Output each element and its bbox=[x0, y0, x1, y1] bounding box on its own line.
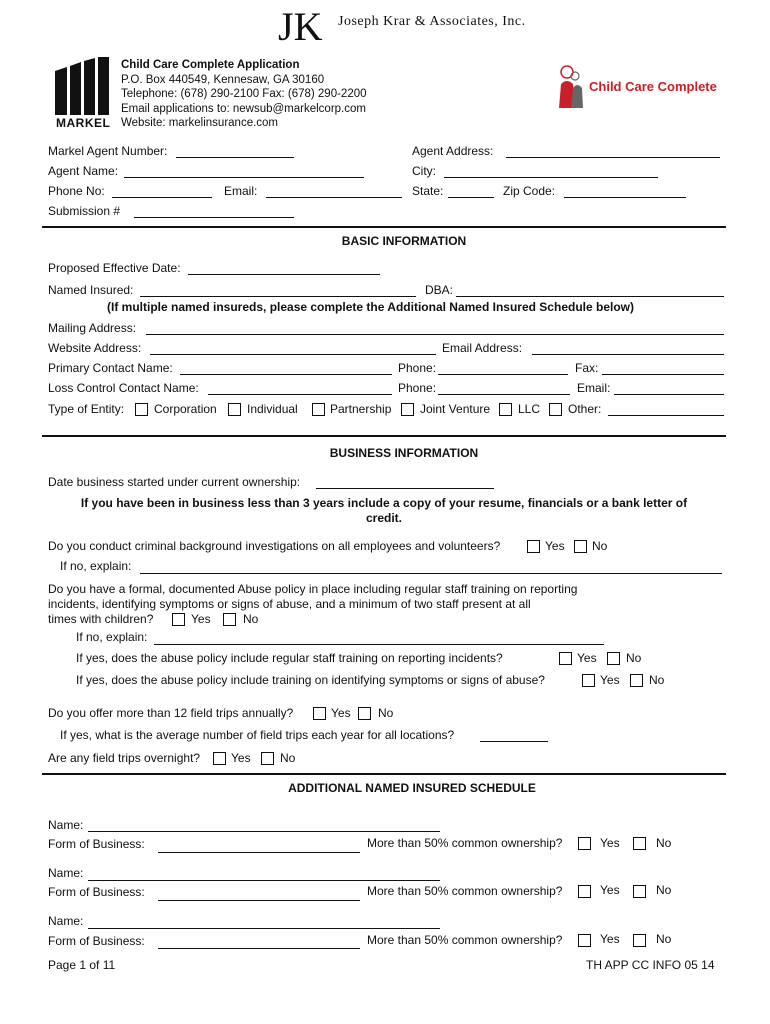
agent-email-label: Email: bbox=[224, 184, 258, 198]
additional-ownership-1-no-label: No bbox=[656, 836, 672, 850]
multiple-insureds-note: (If multiple named insureds, please complete the Additional Named Insured Schedule below) bbox=[107, 300, 634, 314]
training-symptoms-question: If yes, does the abuse policy include training on identifying symptoms or signs of abuse? bbox=[76, 673, 545, 687]
entity-llc-checkbox[interactable] bbox=[499, 403, 512, 416]
firm-name: Joseph Krar & Associates, Inc. bbox=[338, 14, 526, 29]
training-reporting-no-label: No bbox=[626, 651, 642, 665]
abuse-policy-question-line-2: incidents, identifying symptoms or signs of abuse, and a minimum of two staff present at all bbox=[48, 597, 531, 611]
dba-field[interactable] bbox=[456, 296, 724, 297]
loss-control-contact-field[interactable] bbox=[208, 394, 392, 395]
named-insured-label: Named Insured: bbox=[48, 283, 134, 297]
abuse-policy-no-label: No bbox=[243, 612, 259, 626]
form-code: TH APP CC INFO 05 14 bbox=[586, 958, 715, 972]
additional-ownership-2-label: More than 50% common ownership? bbox=[367, 884, 563, 898]
background-check-yes-label: Yes bbox=[545, 539, 565, 553]
effective-date-label: Proposed Effective Date: bbox=[48, 261, 181, 275]
additional-ownership-1-yes-checkbox[interactable] bbox=[578, 837, 591, 850]
training-symptoms-yes-label: Yes bbox=[600, 673, 620, 687]
po-box: P.O. Box 440549, Kennesaw, GA 30160 bbox=[121, 73, 325, 86]
additional-name-2-field[interactable] bbox=[88, 880, 440, 881]
primary-fax-label: Fax: bbox=[575, 361, 599, 375]
background-check-no-label: No bbox=[592, 539, 608, 553]
background-check-no-checkbox[interactable] bbox=[574, 540, 587, 553]
additional-ownership-3-label: More than 50% common ownership? bbox=[367, 933, 563, 947]
overnight-trips-yes-checkbox[interactable] bbox=[213, 752, 226, 765]
website-address-field[interactable] bbox=[150, 354, 436, 355]
training-symptoms-no-checkbox[interactable] bbox=[630, 674, 643, 687]
agent-city-field[interactable] bbox=[444, 177, 658, 178]
agent-number-field[interactable] bbox=[176, 157, 294, 158]
training-reporting-yes-label: Yes bbox=[577, 651, 597, 665]
additional-form-2-field[interactable] bbox=[158, 900, 360, 901]
entity-corporation-checkbox[interactable] bbox=[135, 403, 148, 416]
submission-field[interactable] bbox=[134, 217, 294, 218]
overnight-trips-question: Are any field trips overnight? bbox=[48, 751, 201, 765]
additional-ownership-2-no-checkbox[interactable] bbox=[633, 885, 646, 898]
loss-control-phone-field[interactable] bbox=[438, 394, 570, 395]
section-divider bbox=[42, 435, 726, 437]
section-divider bbox=[42, 226, 726, 228]
jk-logo-letters: JK bbox=[278, 8, 323, 44]
training-symptoms-no-label: No bbox=[649, 673, 665, 687]
date-started-label: Date business started under current ownership: bbox=[48, 475, 301, 489]
additional-name-1-label: Name: bbox=[48, 818, 84, 832]
field-trips-no-label: No bbox=[378, 706, 394, 720]
average-trips-field[interactable] bbox=[480, 741, 548, 742]
jk-logo bbox=[278, 8, 336, 47]
business-note-line-1: If you have been in business less than 3 years include a copy of your resume, financials or a bank letter of bbox=[80, 496, 688, 510]
dba-label: DBA: bbox=[425, 283, 454, 297]
loss-control-email-label: Email: bbox=[577, 381, 611, 395]
markel-wordmark: MARKEL bbox=[56, 116, 111, 130]
named-insured-field[interactable] bbox=[140, 296, 416, 297]
overnight-trips-no-label: No bbox=[280, 751, 296, 765]
application-title: Child Care Complete Application bbox=[121, 59, 300, 71]
entity-partnership-checkbox[interactable] bbox=[312, 403, 325, 416]
abuse-policy-yes-label: Yes bbox=[191, 612, 211, 626]
background-check-yes-checkbox[interactable] bbox=[527, 540, 540, 553]
abuse-explain-label: If no, explain: bbox=[76, 630, 148, 644]
agent-phone-label: Phone No: bbox=[48, 184, 105, 198]
additional-form-3-field[interactable] bbox=[158, 948, 360, 949]
additional-form-2-label: Form of Business: bbox=[48, 885, 145, 899]
loss-control-phone-label: Phone: bbox=[398, 381, 437, 395]
agent-name-field[interactable] bbox=[124, 177, 364, 178]
additional-form-1-field[interactable] bbox=[158, 852, 360, 853]
additional-ownership-1-no-checkbox[interactable] bbox=[633, 837, 646, 850]
mailing-address-label: Mailing Address: bbox=[48, 321, 137, 335]
abuse-policy-question-line-1: Do you have a formal, documented Abuse policy in place including regular staff training on reporting bbox=[48, 582, 578, 596]
additional-ownership-1-label: More than 50% common ownership? bbox=[367, 836, 563, 850]
background-explain-label: If no, explain: bbox=[60, 559, 132, 573]
agent-number-label: Markel Agent Number: bbox=[48, 144, 168, 158]
abuse-explain-field[interactable] bbox=[154, 644, 604, 645]
primary-phone-label: Phone: bbox=[398, 361, 437, 375]
agent-state-field[interactable] bbox=[448, 197, 494, 198]
additional-ownership-2-yes-checkbox[interactable] bbox=[578, 885, 591, 898]
primary-phone-field[interactable] bbox=[438, 374, 568, 375]
entity-joint-venture-label: Joint Venture bbox=[420, 402, 491, 416]
abuse-policy-question-line-3: times with children? bbox=[48, 612, 154, 626]
additional-ownership-3-no-checkbox[interactable] bbox=[633, 934, 646, 947]
email-applications[interactable]: Email applications to: newsub@markelcorp.com bbox=[121, 102, 366, 115]
page-number: Page 1 of 11 bbox=[48, 958, 116, 972]
additional-ownership-1-yes-label: Yes bbox=[600, 836, 620, 850]
abuse-policy-no-checkbox[interactable] bbox=[223, 613, 236, 626]
child-care-complete-logo-icon bbox=[555, 64, 589, 113]
basic-information-title: BASIC INFORMATION bbox=[341, 234, 467, 248]
field-trips-yes-label: Yes bbox=[331, 706, 351, 720]
agent-phone-field[interactable] bbox=[112, 197, 212, 198]
entity-corporation-label: Corporation bbox=[154, 402, 217, 416]
primary-contact-field[interactable] bbox=[180, 374, 392, 375]
training-reporting-no-checkbox[interactable] bbox=[607, 652, 620, 665]
training-reporting-question: If yes, does the abuse policy include regular staff training on reporting incidents? bbox=[76, 651, 503, 665]
agent-name-label: Agent Name: bbox=[48, 164, 119, 178]
primary-fax-field[interactable] bbox=[602, 374, 724, 375]
markel-logo-icon bbox=[55, 57, 111, 118]
training-reporting-yes-checkbox[interactable] bbox=[559, 652, 572, 665]
field-trips-yes-checkbox[interactable] bbox=[313, 707, 326, 720]
additional-name-1-field[interactable] bbox=[88, 831, 440, 832]
additional-name-3-label: Name: bbox=[48, 914, 84, 928]
entity-llc-label: LLC bbox=[518, 402, 541, 416]
additional-ownership-3-no-label: No bbox=[656, 932, 672, 946]
submission-label: Submission # bbox=[48, 204, 121, 218]
additional-ownership-2-no-label: No bbox=[656, 883, 672, 897]
mailing-address-field[interactable] bbox=[146, 334, 724, 335]
additional-name-3-field[interactable] bbox=[88, 928, 440, 929]
entity-individual-label: Individual bbox=[247, 402, 298, 416]
email-address-field[interactable] bbox=[532, 354, 724, 355]
background-check-question: Do you conduct criminal background investigations on all employees and volunteers? bbox=[48, 539, 501, 553]
email-address-label: Email Address: bbox=[442, 341, 523, 355]
average-trips-question: If yes, what is the average number of field trips each year for all locations? bbox=[60, 728, 455, 742]
training-symptoms-yes-checkbox[interactable] bbox=[582, 674, 595, 687]
entity-other-checkbox[interactable] bbox=[549, 403, 562, 416]
field-trips-no-checkbox[interactable] bbox=[358, 707, 371, 720]
application-contact-block bbox=[121, 58, 367, 131]
agent-address-label: Agent Address: bbox=[412, 144, 494, 158]
additional-form-3-label: Form of Business: bbox=[48, 934, 145, 948]
business-information-title: BUSINESS INFORMATION bbox=[329, 446, 479, 460]
additional-ownership-3-yes-checkbox[interactable] bbox=[578, 934, 591, 947]
agent-address-field[interactable] bbox=[506, 157, 720, 158]
overnight-trips-yes-label: Yes bbox=[231, 751, 251, 765]
agent-city-label: City: bbox=[412, 164, 436, 178]
loss-control-email-field[interactable] bbox=[614, 394, 724, 395]
abuse-policy-yes-checkbox[interactable] bbox=[172, 613, 185, 626]
overnight-trips-no-checkbox[interactable] bbox=[261, 752, 274, 765]
agent-zip-label: Zip Code: bbox=[503, 184, 556, 198]
additional-form-1-label: Form of Business: bbox=[48, 837, 145, 851]
entity-other-label: Other: bbox=[568, 402, 602, 416]
section-divider bbox=[42, 773, 726, 775]
additional-named-insured-title: ADDITIONAL NAMED INSURED SCHEDULE bbox=[288, 781, 536, 795]
date-started-field[interactable] bbox=[316, 488, 494, 489]
child-care-complete-logo-text: Child Care Complete bbox=[589, 79, 717, 94]
agent-state-label: State: bbox=[412, 184, 444, 198]
entity-type-label: Type of Entity: bbox=[48, 402, 125, 416]
entity-joint-venture-checkbox[interactable] bbox=[401, 403, 414, 416]
agent-email-field[interactable] bbox=[266, 197, 402, 198]
website-address-label: Website Address: bbox=[48, 341, 142, 355]
additional-ownership-2-yes-label: Yes bbox=[600, 883, 620, 897]
field-trips-question: Do you offer more than 12 field trips annually? bbox=[48, 706, 294, 720]
website[interactable]: Website: markelinsurance.com bbox=[121, 117, 279, 129]
primary-contact-label: Primary Contact Name: bbox=[48, 361, 173, 375]
loss-control-contact-label: Loss Control Contact Name: bbox=[48, 381, 199, 395]
telephone: Telephone: (678) 290-2100 Fax: (678) 290-2200 bbox=[121, 88, 367, 100]
effective-date-field[interactable] bbox=[188, 274, 380, 275]
entity-partnership-label: Partnership bbox=[330, 402, 392, 416]
entity-other-field[interactable] bbox=[608, 415, 724, 416]
additional-name-2-label: Name: bbox=[48, 866, 84, 880]
agent-zip-field[interactable] bbox=[564, 197, 686, 198]
entity-individual-checkbox[interactable] bbox=[228, 403, 241, 416]
background-explain-field[interactable] bbox=[140, 573, 722, 574]
additional-ownership-3-yes-label: Yes bbox=[600, 932, 620, 946]
business-note-line-2: credit. bbox=[365, 511, 402, 525]
